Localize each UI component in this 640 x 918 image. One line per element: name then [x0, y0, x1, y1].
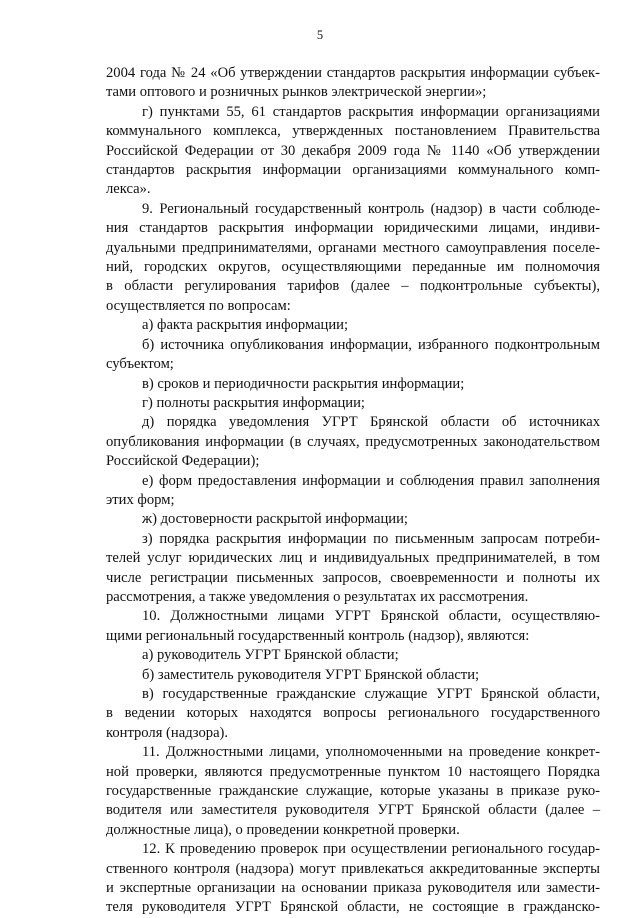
text-line: ной проверки, являются предусмотренные пунктом 10 настоящего Порядка [106, 763, 600, 780]
text-line: д) порядка уведомления УГРТ Брянской области об источниках [142, 414, 600, 431]
text-line: лекса». [106, 181, 151, 198]
text-line: дуальными предпринимателями, органами местного самоуправления поселе- [106, 239, 600, 256]
text-line: этих форм; [106, 491, 175, 508]
text-line: рассмотрения, а также уведомления о результатах их рассмотрения. [106, 588, 529, 605]
text-line: государственные гражданские служащие, которые указаны в приказе руко- [106, 783, 600, 800]
text-line: 9. Региональный государственный контроль (надзор) в части соблюде- [142, 200, 600, 217]
text-line: телей услуг юридических лиц и индивидуальных предпринимателей, в том [106, 550, 600, 567]
text-line: 11. Должностными лицами, уполномоченными на проведение конкрет- [142, 744, 600, 761]
text-line: ж) достоверности раскрытой информации; [142, 511, 408, 528]
document-body [106, 64, 600, 918]
text-line: в) сроков и периодичности раскрытия информации; [142, 375, 465, 392]
text-line: теля руководителя УГРТ Брянской области, не состоящие в гражданско- [106, 899, 600, 916]
text-line: ственного контроля (надзора) могут привлекаться аккредитованные эксперты [106, 860, 600, 877]
text-line: числе регистрации письменных запросов, своевременности и полноты их [106, 569, 600, 586]
text-line: водителя или заместителя руководителя УГРТ Брянской области (далее – [106, 802, 600, 819]
text-line: стандартов раскрытия информации организациями коммунального комп- [106, 162, 600, 179]
text-line: осуществляется по вопросам: [106, 297, 291, 314]
text-line: з) порядка раскрытия информации по письменным запросам потреби- [142, 530, 600, 547]
text-line: 2004 года № 24 «Об утверждении стандартов раскрытия информации субъек- [106, 65, 600, 81]
text-line: а) факта раскрытия информации; [142, 317, 349, 334]
text-line: е) форм предоставления информации и соблюдения правил заполнения [142, 472, 600, 489]
text-line: коммунального комплекса, утвержденных постановлением Правительства [106, 123, 600, 140]
text-line: Российской Федерации); [106, 453, 260, 470]
text-line: в ведении которых находятся вопросы регионального государственного [106, 705, 600, 722]
text-line: б) источника опубликования информации, избранного подконтрольным [142, 336, 600, 353]
text-line: 12. К проведению проверок при осуществлении регионального государ- [142, 841, 600, 858]
text-line: и экспертные организации на основании приказа руководителя или замести- [106, 880, 600, 897]
text-line: 10. Должностными лицами УГРТ Брянской области, осуществляю- [142, 608, 600, 625]
text-line: тами оптового и розничных рынков электрической энергии»; [106, 84, 487, 101]
text-line: Российской Федерации от 30 декабря 2009 года № 1140 «Об утверждении [106, 142, 600, 159]
page-number: 5 [316, 28, 324, 42]
text-line: б) заместитель руководителя УГРТ Брянской области; [142, 666, 480, 683]
text-line: в) государственные гражданские служащие УГРТ Брянской области, [142, 686, 600, 702]
text-line: г) полноты раскрытия информации; [142, 394, 365, 411]
text-line: в области регулирования тарифов (далее – подконтрольные субъекты), [106, 278, 600, 295]
text-line: а) руководитель УГРТ Брянской области; [142, 647, 399, 664]
text-line: субъектом; [106, 356, 174, 373]
text-line: щими региональный государственный контроль (надзор), являются: [106, 627, 530, 644]
text-line: г) пунктами 55, 61 стандартов раскрытия информации организациями [142, 103, 600, 120]
text-line: контроля (надзора). [106, 724, 229, 741]
text-line: ния стандартов раскрытия информации юридическими лицами, индиви- [106, 220, 600, 237]
text-line: опубликования информации (в случаях, предусмотренных законодательством [106, 433, 600, 450]
text-line: ний, городских округов, осуществляющими переданные им полномочия [106, 259, 600, 276]
text-line: должностные лица), о проведении конкретной проверки. [106, 821, 460, 838]
